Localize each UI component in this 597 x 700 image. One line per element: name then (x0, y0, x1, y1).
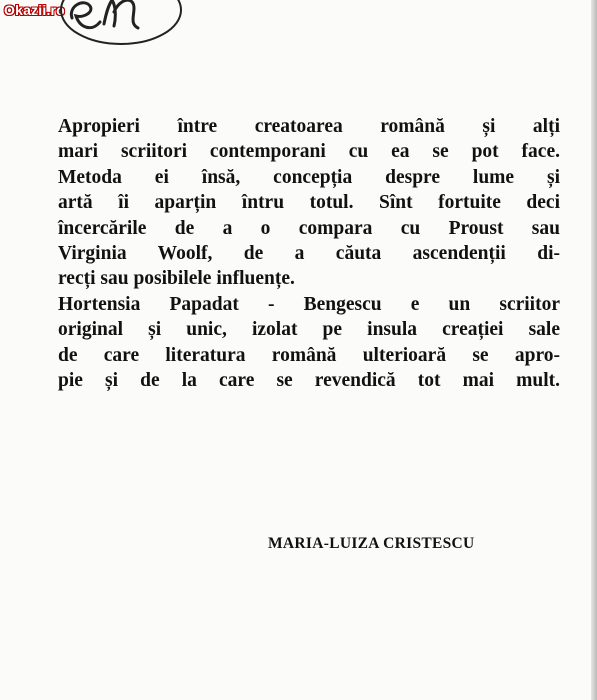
paragraph-2 (58, 292, 560, 394)
text-line: pie și de la care se revendică tot mai mult. (58, 369, 560, 391)
script-monogram-en-icon (58, 0, 184, 48)
logo (58, 0, 184, 48)
text-line: Apropieri între creatoarea română și alți (58, 116, 560, 137)
text-line: Hortensia Papadat - Bengescu e un scriitor (58, 293, 560, 315)
paragraph-1 (58, 114, 560, 292)
watermark: Okazii.ro (4, 2, 65, 18)
text-line: încercările de a o compara cu Proust sau (58, 217, 560, 239)
author-signature: MARIA-LUIZA CRISTESCU (268, 535, 475, 552)
text-line: de care literatura română ulterioară se apro- (58, 344, 560, 366)
text-line: recți sau posibilele influențe. (58, 268, 295, 290)
text-line: artă îi aparțin întru totul. Sînt fortuite deci (58, 192, 560, 214)
scan-edge (591, 0, 597, 700)
text-line: original și unic, izolat pe insula creației sale (58, 319, 560, 341)
text-line: mari scriitori contemporani cu ea se pot face. (58, 141, 560, 163)
body-text (58, 114, 560, 393)
text-line: Virginia Woolf, de a căuta ascendenții di- (58, 242, 560, 264)
text-line: Metoda ei însă, concepția despre lume și (58, 166, 560, 188)
